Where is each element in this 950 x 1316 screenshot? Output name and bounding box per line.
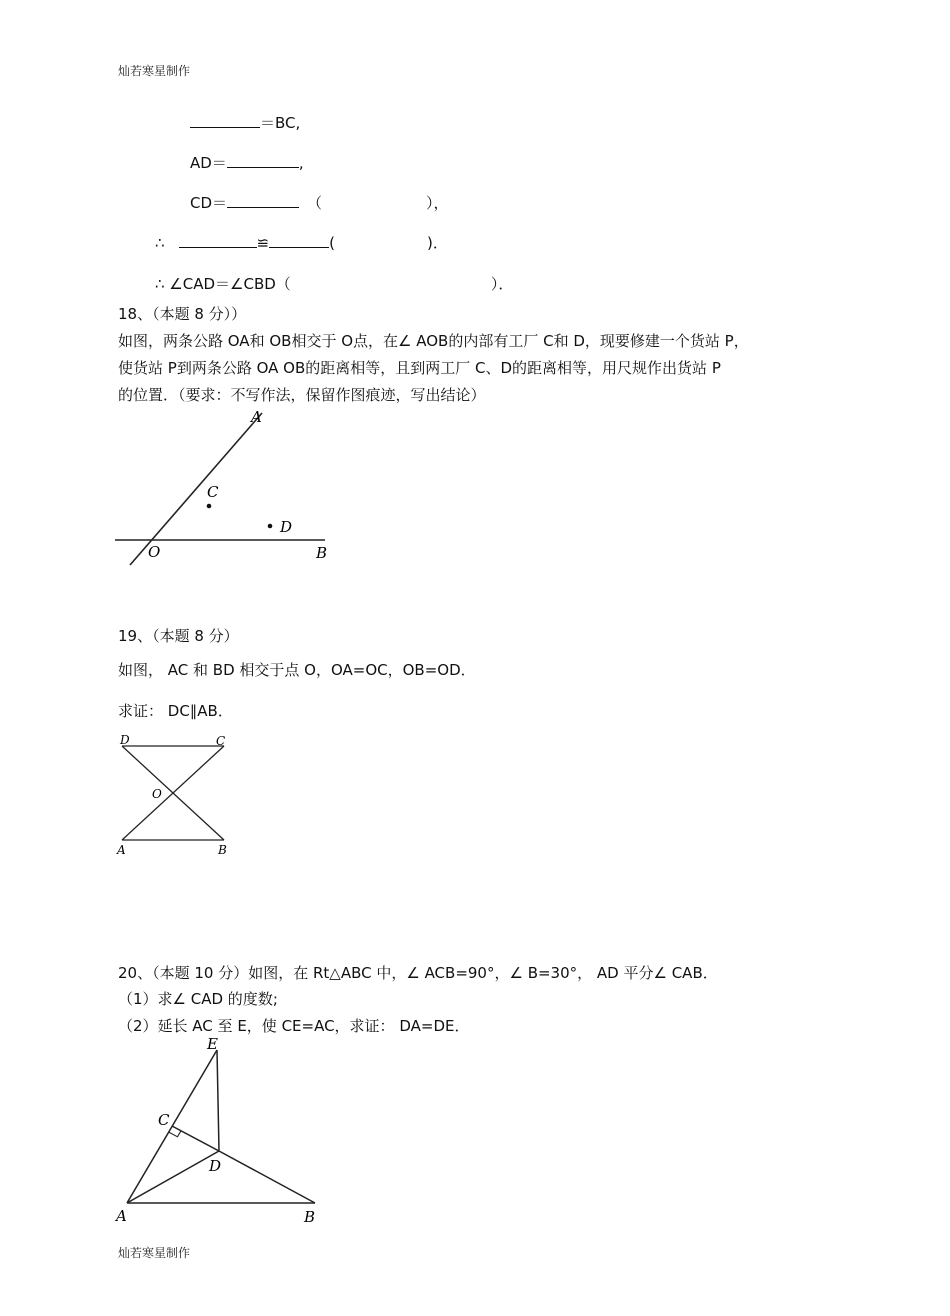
proof-text: AD＝ — [190, 154, 227, 172]
point-d — [268, 524, 273, 529]
q18-figure — [110, 405, 350, 575]
label-c: C — [216, 734, 226, 748]
proof-line-2 — [190, 152, 304, 173]
q19-heading: 19、（本题 8 分） — [118, 627, 239, 645]
answer-blank[interactable] — [227, 152, 299, 168]
proof-text: ∴ ∠CAD＝∠CBD（ — [155, 275, 291, 293]
proof-text: ）， — [426, 194, 449, 212]
segment-db — [219, 1151, 315, 1203]
label-a: A — [251, 408, 262, 426]
label-a: A — [117, 843, 126, 857]
proof-line-3 — [190, 192, 449, 213]
page-footer: 灿若寒星制作 — [118, 1246, 191, 1260]
q19-text-line: 求证： DC∥AB． — [118, 702, 233, 720]
proof-line-5 — [155, 274, 513, 294]
proof-text: , — [298, 154, 304, 172]
label-a: A — [116, 1207, 127, 1225]
label-o: O — [148, 543, 161, 561]
reason-blank[interactable] — [335, 233, 427, 248]
congruent-symbol: ≌ — [256, 234, 270, 252]
q20-heading: 20、（本题 10 分）如图，在 Rt△ABC 中，∠ ACB=90°，∠ B=30°， AD 平分∠ CAB． — [118, 964, 718, 982]
q18-text-line: 如图，两条公路 OA和 OB相交于 O点，在∠ AOB的内部有工厂 C和 D，现要修建一个货站 P， — [118, 332, 749, 350]
proof-line-1 — [190, 112, 300, 133]
proof-text: CD＝ — [190, 194, 228, 212]
q20-part-2: （2）延长 AC 至 E，使 CE=AC，求证： DA=DE． — [118, 1017, 470, 1035]
reason-blank[interactable] — [322, 193, 426, 208]
label-e: E — [207, 1035, 218, 1053]
answer-blank[interactable] — [190, 112, 260, 128]
q18-text-line: 的位置．（要求：不写作法，保留作图痕迹，写出结论） — [118, 386, 486, 404]
q18-text-line: 使货站 P到两条公路 OA OB的距离相等，且到两工厂 C、D的距离相等，用尺规作出货站 P — [118, 359, 721, 377]
q20-figure — [110, 1030, 340, 1230]
label-b: B — [218, 843, 227, 857]
q19-text-line: 如图， AC 和 BD 相交于点 O，OA=OC，OB=OD． — [118, 661, 476, 679]
point-c — [207, 504, 212, 509]
label-c: C — [207, 483, 219, 501]
label-d: D — [280, 518, 293, 536]
therefore-symbol: ∴ — [155, 234, 165, 252]
proof-text: )． — [426, 234, 448, 252]
right-angle-mark — [169, 1131, 182, 1137]
label-c: C — [158, 1111, 170, 1129]
answer-blank[interactable] — [179, 232, 257, 248]
answer-blank[interactable] — [269, 232, 329, 248]
label-d: D — [209, 1157, 222, 1175]
label-b: B — [304, 1208, 316, 1226]
proof-text: （ — [307, 194, 323, 212]
label-d: D — [120, 733, 130, 747]
proof-text: ）． — [490, 275, 514, 293]
q18-heading: 18、（本题 8 分）） — [118, 305, 247, 323]
segment-cd — [172, 1126, 219, 1151]
proof-text: ＝BC, — [260, 114, 301, 132]
answer-blank[interactable] — [227, 192, 299, 208]
proof-line-4 — [155, 232, 448, 253]
label-o: O — [152, 787, 162, 801]
segment-ed — [217, 1050, 219, 1151]
reason-blank[interactable] — [291, 274, 491, 289]
q19-figure — [110, 730, 240, 860]
page-header: 灿若寒星制作 — [118, 64, 191, 78]
segment-ad — [127, 1151, 222, 1203]
label-b: B — [316, 544, 328, 562]
q20-part-1: （1）求∠ CAD 的度数; — [118, 990, 278, 1008]
proof-text: ( — [329, 234, 335, 252]
